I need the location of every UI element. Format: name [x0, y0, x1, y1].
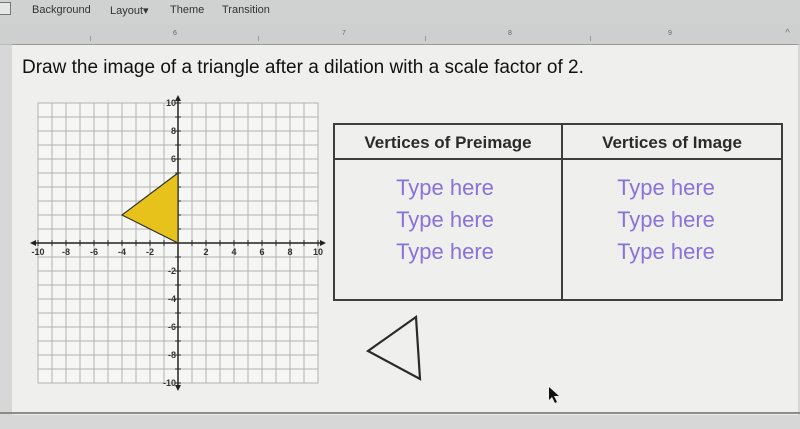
- x-axis-arrow: [30, 240, 36, 246]
- ruler-number: 8: [508, 30, 512, 37]
- coordinate-grid[interactable]: [30, 95, 348, 397]
- image-vertex-3[interactable]: Type here: [617, 239, 715, 264]
- image-vertex-2[interactable]: Type here: [617, 207, 715, 232]
- ruler-tick: [258, 36, 259, 41]
- y-tick-label: -2: [167, 266, 176, 276]
- preimage-vertex-2[interactable]: Type here: [396, 207, 494, 232]
- vertices-table[interactable]: [333, 123, 783, 301]
- x-tick-label: 10: [312, 247, 324, 257]
- header-divider: [335, 158, 781, 160]
- collapse-icon[interactable]: ^: [785, 28, 790, 39]
- preimage-vertex-3[interactable]: Type here: [396, 239, 494, 264]
- preimage-header: Vertices of Preimage: [364, 133, 532, 152]
- image-header: Vertices of Image: [602, 133, 742, 152]
- theme-button[interactable]: Theme: [170, 4, 205, 16]
- triangle-outline-icon[interactable]: [364, 313, 424, 383]
- ruler-number: 6: [173, 30, 177, 37]
- toolbar: [0, 0, 800, 24]
- slide-bottom-border: [0, 412, 800, 414]
- background-button[interactable]: Background: [32, 4, 91, 16]
- x-tick-label: 4: [231, 247, 237, 257]
- ruler: [0, 24, 800, 45]
- x-tick-label: -10: [31, 247, 45, 257]
- x-axis-arrow: [320, 240, 326, 246]
- y-tick-label: 8: [170, 126, 176, 136]
- layout-label: Layout: [110, 5, 144, 17]
- layout-button[interactable]: [110, 4, 149, 17]
- slide-canvas[interactable]: [12, 44, 798, 415]
- preimage-vertex-1[interactable]: Type here: [396, 175, 494, 200]
- ruler-number: 7: [342, 30, 346, 37]
- transition-button[interactable]: Transition: [222, 4, 270, 16]
- x-tick-label: 8: [287, 247, 293, 257]
- x-tick-label: 6: [259, 247, 265, 257]
- x-tick-label: -6: [89, 247, 99, 257]
- x-tick-label: 2: [203, 247, 209, 257]
- x-tick-label: -2: [145, 247, 155, 257]
- x-tick-label: -4: [117, 247, 127, 257]
- coordinate-grid-svg: [30, 95, 348, 397]
- y-tick-label: 6: [170, 154, 176, 164]
- mouse-cursor-icon: [548, 386, 562, 404]
- ruler-number: 9: [668, 30, 672, 37]
- slide-title[interactable]: Draw the image of a triangle after a dilation with a scale factor of 2.: [22, 57, 584, 78]
- ruler-tick: [90, 36, 91, 41]
- y-tick-label: -10: [162, 378, 176, 388]
- y-tick-label: -8: [167, 350, 176, 360]
- y-tick-label: -4: [167, 294, 176, 304]
- x-tick-label: -8: [61, 247, 71, 257]
- slide-icon[interactable]: [0, 2, 11, 15]
- y-tick-label: 10: [165, 98, 176, 108]
- ruler-tick: [590, 36, 591, 41]
- ruler-tick: [425, 36, 426, 41]
- chevron-down-icon: ▾: [143, 5, 149, 17]
- y-tick-label: -6: [167, 322, 176, 332]
- image-vertex-1[interactable]: Type here: [617, 175, 715, 200]
